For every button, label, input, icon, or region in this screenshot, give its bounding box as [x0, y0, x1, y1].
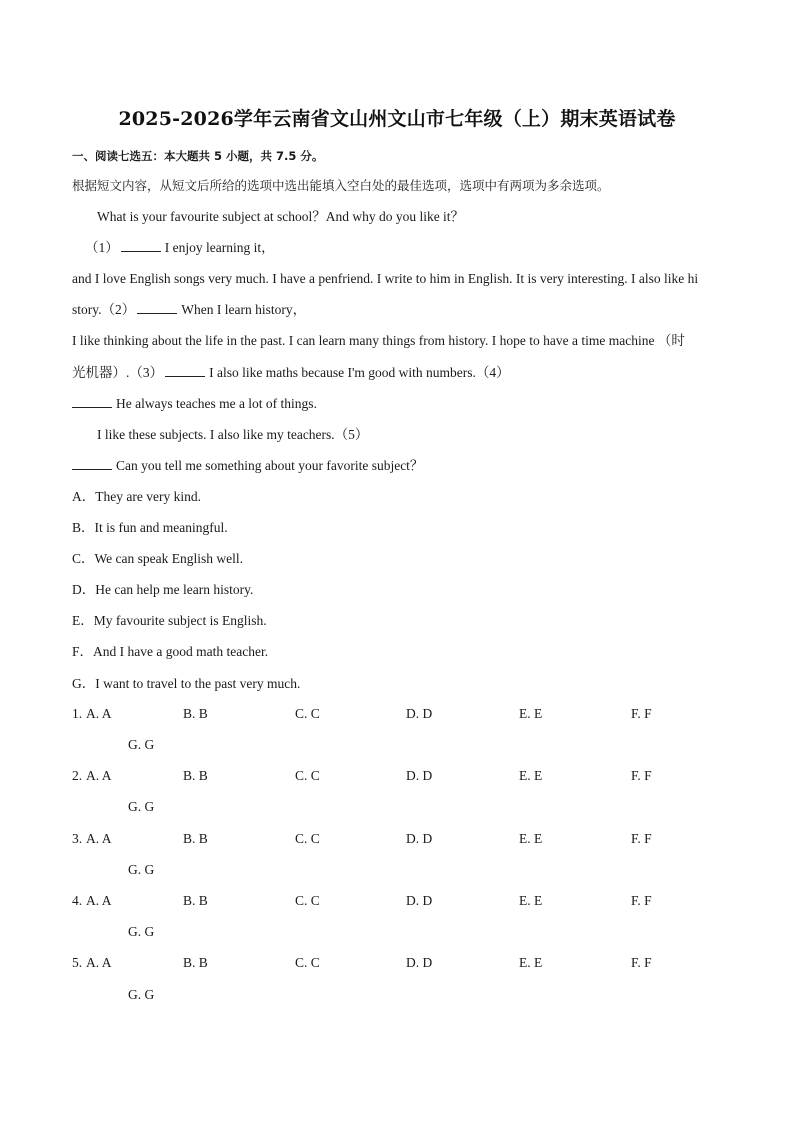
- choice-a[interactable]: A. A: [86, 768, 112, 783]
- answer-blank-5: [72, 457, 112, 470]
- choice-a[interactable]: A. A: [86, 893, 112, 908]
- choice-e[interactable]: E. E: [519, 893, 543, 908]
- choice-c[interactable]: C. C: [295, 768, 320, 783]
- question-2: [72, 768, 732, 786]
- question-number: 2.: [72, 768, 83, 783]
- choice-b[interactable]: B. B: [183, 893, 208, 908]
- choice-a[interactable]: A. A: [86, 706, 112, 721]
- choice-f[interactable]: F. F: [631, 706, 652, 721]
- choice-d[interactable]: D. D: [406, 955, 433, 970]
- choice-a[interactable]: A. A: [86, 831, 112, 846]
- passage-line-6-text: I also like maths because I'm good with numbers.（4）: [209, 365, 510, 380]
- answer-blank-2: [137, 301, 177, 314]
- choice-c[interactable]: C. C: [295, 706, 320, 721]
- question-number: 1.: [72, 706, 83, 721]
- choice-b[interactable]: B. B: [183, 831, 208, 846]
- choice-a[interactable]: A. A: [86, 955, 112, 970]
- question-3: [72, 831, 732, 849]
- question-number: 4.: [72, 893, 83, 908]
- answer-blank-1: [121, 239, 161, 252]
- question-5: [72, 955, 732, 973]
- section-heading: 一、阅读七选五：本大题共 5 小题，共 7.5 分。: [72, 149, 324, 163]
- passage-line-5: I like thinking about the life in the past. I can learn many things from history. I hope to have a time machine （时: [72, 333, 685, 348]
- answer-blank-4: [72, 395, 112, 408]
- passage-line-2: [85, 239, 275, 257]
- passage-line-2-text: I enjoy learning it，: [164, 240, 275, 255]
- choice-f[interactable]: F. F: [631, 768, 652, 783]
- choice-g[interactable]: G. G: [128, 924, 155, 939]
- passage-line-3: and I love English songs very much. I have a penfriend. I write to him in English. It is very interesting. I also like hi: [72, 271, 699, 286]
- option-g: G．I want to travel to the past very much.: [72, 676, 301, 691]
- question-1: [72, 706, 732, 724]
- blank-label-2: story.（2）: [72, 302, 136, 317]
- choice-b[interactable]: B. B: [183, 768, 208, 783]
- blank-label-1: （1）: [85, 240, 119, 255]
- choice-g[interactable]: G. G: [128, 987, 155, 1002]
- choice-g[interactable]: G. G: [128, 737, 155, 752]
- choice-c[interactable]: C. C: [295, 955, 320, 970]
- section-instruction: 根据短文内容，从短文后所给的选项中选出能填入空白处的最佳选项，选项中有两项为多余选项。: [72, 178, 610, 193]
- choice-f[interactable]: F. F: [631, 955, 652, 970]
- answer-blank-3: [165, 364, 205, 377]
- choice-d[interactable]: D. D: [406, 831, 433, 846]
- option-e: E．My favourite subject is English.: [72, 613, 267, 628]
- choice-b[interactable]: B. B: [183, 706, 208, 721]
- passage-line-4-text: When I learn history，: [181, 302, 307, 317]
- passage-line-6: [72, 364, 510, 382]
- passage-line-8: I like these subjects. I also like my teachers.（5）: [97, 427, 369, 442]
- passage-line-7-text: He always teaches me a lot of things.: [116, 396, 317, 411]
- passage-line-9-text: Can you tell me something about your favorite subject？: [116, 458, 424, 473]
- choice-d[interactable]: D. D: [406, 706, 433, 721]
- choice-c[interactable]: C. C: [295, 831, 320, 846]
- choice-e[interactable]: E. E: [519, 706, 543, 721]
- choice-f[interactable]: F. F: [631, 831, 652, 846]
- choice-g[interactable]: G. G: [128, 799, 155, 814]
- choice-e[interactable]: E. E: [519, 768, 543, 783]
- passage-line-1: What is your favourite subject at school？And why do you like it？: [97, 209, 465, 224]
- question-number: 3.: [72, 831, 83, 846]
- choice-b[interactable]: B. B: [183, 955, 208, 970]
- option-c: C．We can speak English well.: [72, 551, 243, 566]
- option-a: A．They are very kind.: [72, 489, 201, 504]
- option-f: F．And I have a good math teacher.: [72, 644, 269, 659]
- choice-d[interactable]: D. D: [406, 893, 433, 908]
- choice-e[interactable]: E. E: [519, 955, 543, 970]
- question-number: 5.: [72, 955, 83, 970]
- passage-line-9: [72, 457, 423, 475]
- choice-g[interactable]: G. G: [128, 862, 155, 877]
- choice-c[interactable]: C. C: [295, 893, 320, 908]
- page-title: 2025-2026学年云南省文山州文山市七年级（上）期末英语试卷: [118, 108, 676, 130]
- blank-label-3: 光机器）.（3）: [72, 365, 164, 380]
- choice-d[interactable]: D. D: [406, 768, 433, 783]
- option-b: B．It is fun and meaningful.: [72, 520, 228, 535]
- choice-f[interactable]: F. F: [631, 893, 652, 908]
- passage-line-4: [72, 301, 306, 319]
- passage-line-7: [72, 395, 317, 413]
- option-d: D．He can help me learn history.: [72, 582, 254, 597]
- question-4: [72, 893, 732, 911]
- choice-e[interactable]: E. E: [519, 831, 543, 846]
